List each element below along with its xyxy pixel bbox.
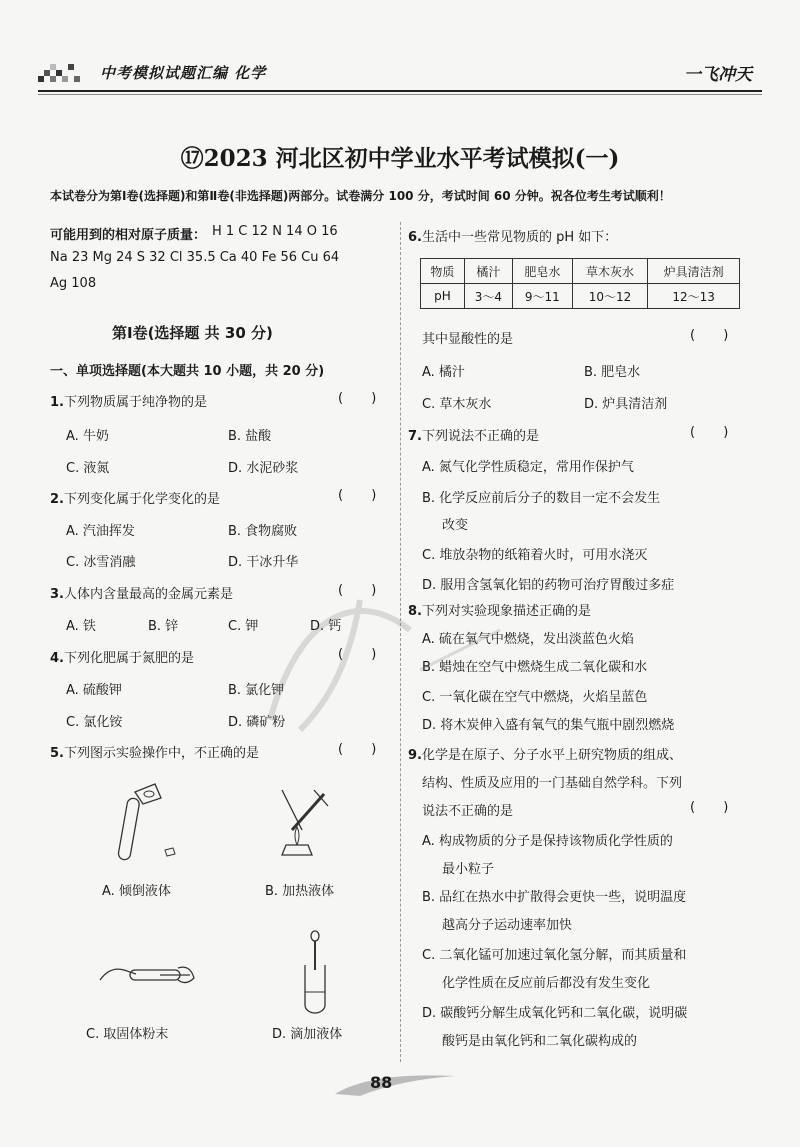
- q9-option-b-cont: 越高分子运动速率加快: [442, 918, 573, 933]
- table-cell: 橘汁: [464, 259, 512, 284]
- table-cell: 肥皂水: [512, 259, 572, 284]
- question-1: 1.下列物质属于纯净物的是: [50, 395, 207, 410]
- solid-powder-figure: [90, 940, 200, 1010]
- table-cell: 9～11: [512, 284, 572, 309]
- question-7: 7.下列说法不正确的是: [408, 429, 539, 444]
- q5-option-d: D. 滴加液体: [272, 1027, 343, 1042]
- q2-option-d: D. 干冰升华: [228, 555, 299, 570]
- series-title: 中考模拟试题汇编 化学: [100, 64, 267, 82]
- q4-option-b: B. 氯化钾: [228, 683, 285, 698]
- q9-stem-line3: 说法不正确的是: [422, 804, 514, 819]
- answer-paren: ( ): [338, 488, 389, 503]
- header-rule: [38, 90, 762, 92]
- q9-option-a-cont: 最小粒子: [442, 862, 495, 877]
- table-cell: 10～12: [572, 284, 648, 309]
- atomic-mass-line1: H 1 C 12 N 14 O 16: [212, 224, 338, 239]
- q5-option-a: A. 倾倒液体: [102, 884, 171, 899]
- q9-option-b: B. 品红在热水中扩散得会更快一些，说明温度: [422, 890, 687, 905]
- atomic-mass-line2: Na 23 Mg 24 S 32 Cl 35.5 Ca 40 Fe 56 Cu 64: [50, 250, 340, 265]
- q3-option-b: B. 锌: [148, 619, 179, 634]
- q9-option-c: C. 二氧化锰可加速过氧化氢分解，而其质量和: [422, 948, 687, 963]
- q6-option-d: D. 炉具清洁剂: [584, 397, 668, 412]
- answer-paren: ( ): [338, 647, 389, 662]
- header-checker-decoration: [38, 62, 86, 88]
- header-rule-thin: [38, 94, 762, 95]
- table-cell: 3～4: [464, 284, 512, 309]
- answer-paren: ( ): [690, 425, 741, 440]
- answer-paren: ( ): [690, 800, 741, 815]
- atomic-mass-label: 可能用到的相对原子质量：: [50, 228, 207, 243]
- q4-option-c: C. 氯化铵: [66, 715, 123, 730]
- q6-option-a: A. 橘汁: [422, 365, 465, 380]
- q6-subquestion: 其中显酸性的是: [422, 332, 514, 347]
- answer-paren: ( ): [338, 742, 389, 757]
- question-6: 6.生活中一些常见物质的 pH 如下：: [408, 230, 618, 245]
- page-number: 88: [370, 1073, 393, 1092]
- answer-paren: ( ): [338, 583, 389, 598]
- q9-option-d-cont: 酸钙是由氧化钙和二氧化碳构成的: [442, 1034, 638, 1049]
- ph-table: [420, 258, 740, 309]
- table-cell: 物质: [421, 259, 465, 284]
- q7-option-b-cont: 改变: [442, 518, 469, 533]
- q9-stem-line2: 结构、性质及应用的一门基础自然学科。下列: [422, 776, 683, 791]
- table-cell: pH: [421, 284, 465, 309]
- q9-option-a: A. 构成物质的分子是保持该物质化学性质的: [422, 834, 673, 849]
- publisher-watermark: [240, 570, 520, 740]
- pouring-liquid-figure: [105, 780, 195, 870]
- q1-option-c: C. 液氮: [66, 461, 110, 476]
- question-2: 2.下列变化属于化学变化的是: [50, 492, 220, 507]
- table-cell: 炉具清洁剂: [648, 259, 740, 284]
- q5-option-b: B. 加热液体: [265, 884, 335, 899]
- answer-paren: ( ): [690, 328, 741, 343]
- q9-option-c-cont: 化学性质在反应前后都没有发生变化: [442, 976, 651, 991]
- q1-option-d: D. 水泥砂浆: [228, 461, 299, 476]
- table-cell: 草木灰水: [572, 259, 648, 284]
- q5-option-c: C. 取固体粉末: [86, 1027, 169, 1042]
- q6-option-b: B. 肥皂水: [584, 365, 641, 380]
- question-3: 3.人体内含量最高的金属元素是: [50, 587, 233, 602]
- question-8: 8.下列对实验现象描述正确的是: [408, 604, 591, 619]
- q4-option-d: D. 磷矿粉: [228, 715, 286, 730]
- section-title: 第Ⅰ卷(选择题 共 30 分): [112, 324, 273, 342]
- q8-option-c: C. 一氧化碳在空气中燃烧，火焰呈蓝色: [422, 690, 648, 705]
- q9-option-d: D. 碳酸钙分解生成氧化钙和二氧化碳，说明碳: [422, 1006, 688, 1021]
- question-9: 9.化学是在原子、分子水平上研究物质的组成、: [408, 748, 682, 763]
- brand-logo-text: 一飞冲天: [684, 65, 752, 85]
- q2-option-a: A. 汽油挥发: [66, 524, 135, 539]
- q1-option-b: B. 盐酸: [228, 429, 272, 444]
- question-4: 4.下列化肥属于氮肥的是: [50, 651, 194, 666]
- q1-option-a: A. 牛奶: [66, 429, 109, 444]
- q8-option-d: D. 将木炭伸入盛有氧气的集气瓶中剧烈燃烧: [422, 718, 675, 733]
- answer-paren: ( ): [338, 391, 389, 406]
- q8-option-b: B. 蜡烛在空气中燃烧生成二氧化碳和水: [422, 660, 648, 675]
- part-title: 一、单项选择题(本大题共 10 小题，共 20 分): [50, 364, 325, 379]
- heating-liquid-figure: [262, 780, 352, 870]
- q3-option-d: D. 钙: [310, 619, 342, 634]
- q7-option-d: D. 服用含氢氧化铝的药物可治疗胃酸过多症: [422, 578, 675, 593]
- table-cell: 12～13: [648, 284, 740, 309]
- page-number-swoosh: [330, 1068, 460, 1098]
- dropping-liquid-figure: [290, 930, 340, 1015]
- q6-option-c: C. 草木灰水: [422, 397, 492, 412]
- q7-option-b: B. 化学反应前后分子的数目一定不会发生: [422, 491, 661, 506]
- q7-option-a: A. 氮气化学性质稳定，常用作保护气: [422, 460, 634, 475]
- q4-option-a: A. 硫酸钾: [66, 683, 122, 698]
- q8-option-a: A. 硫在氧气中燃烧，发出淡蓝色火焰: [422, 632, 634, 647]
- question-5: 5.下列图示实验操作中，不正确的是: [50, 746, 259, 761]
- q2-option-b: B. 食物腐败: [228, 524, 298, 539]
- q3-option-c: C. 钾: [228, 619, 259, 634]
- atomic-mass-line3: Ag 108: [50, 276, 97, 291]
- exam-title: ⑰2023 河北区初中学业水平考试模拟(一): [180, 145, 620, 172]
- ph-table-value-row: [421, 284, 740, 309]
- q3-option-a: A. 铁: [66, 619, 96, 634]
- q2-option-c: C. 冰雪消融: [66, 555, 136, 570]
- q7-option-c: C. 堆放杂物的纸箱着火时，可用水浇灭: [422, 548, 648, 563]
- exam-intro: 本试卷分为第Ⅰ卷(选择题)和第Ⅱ卷(非选择题)两部分。试卷满分 100 分，考试时间 60 分钟。祝各位考生考试顺利！: [50, 189, 671, 203]
- ph-table-header-row: [421, 259, 740, 284]
